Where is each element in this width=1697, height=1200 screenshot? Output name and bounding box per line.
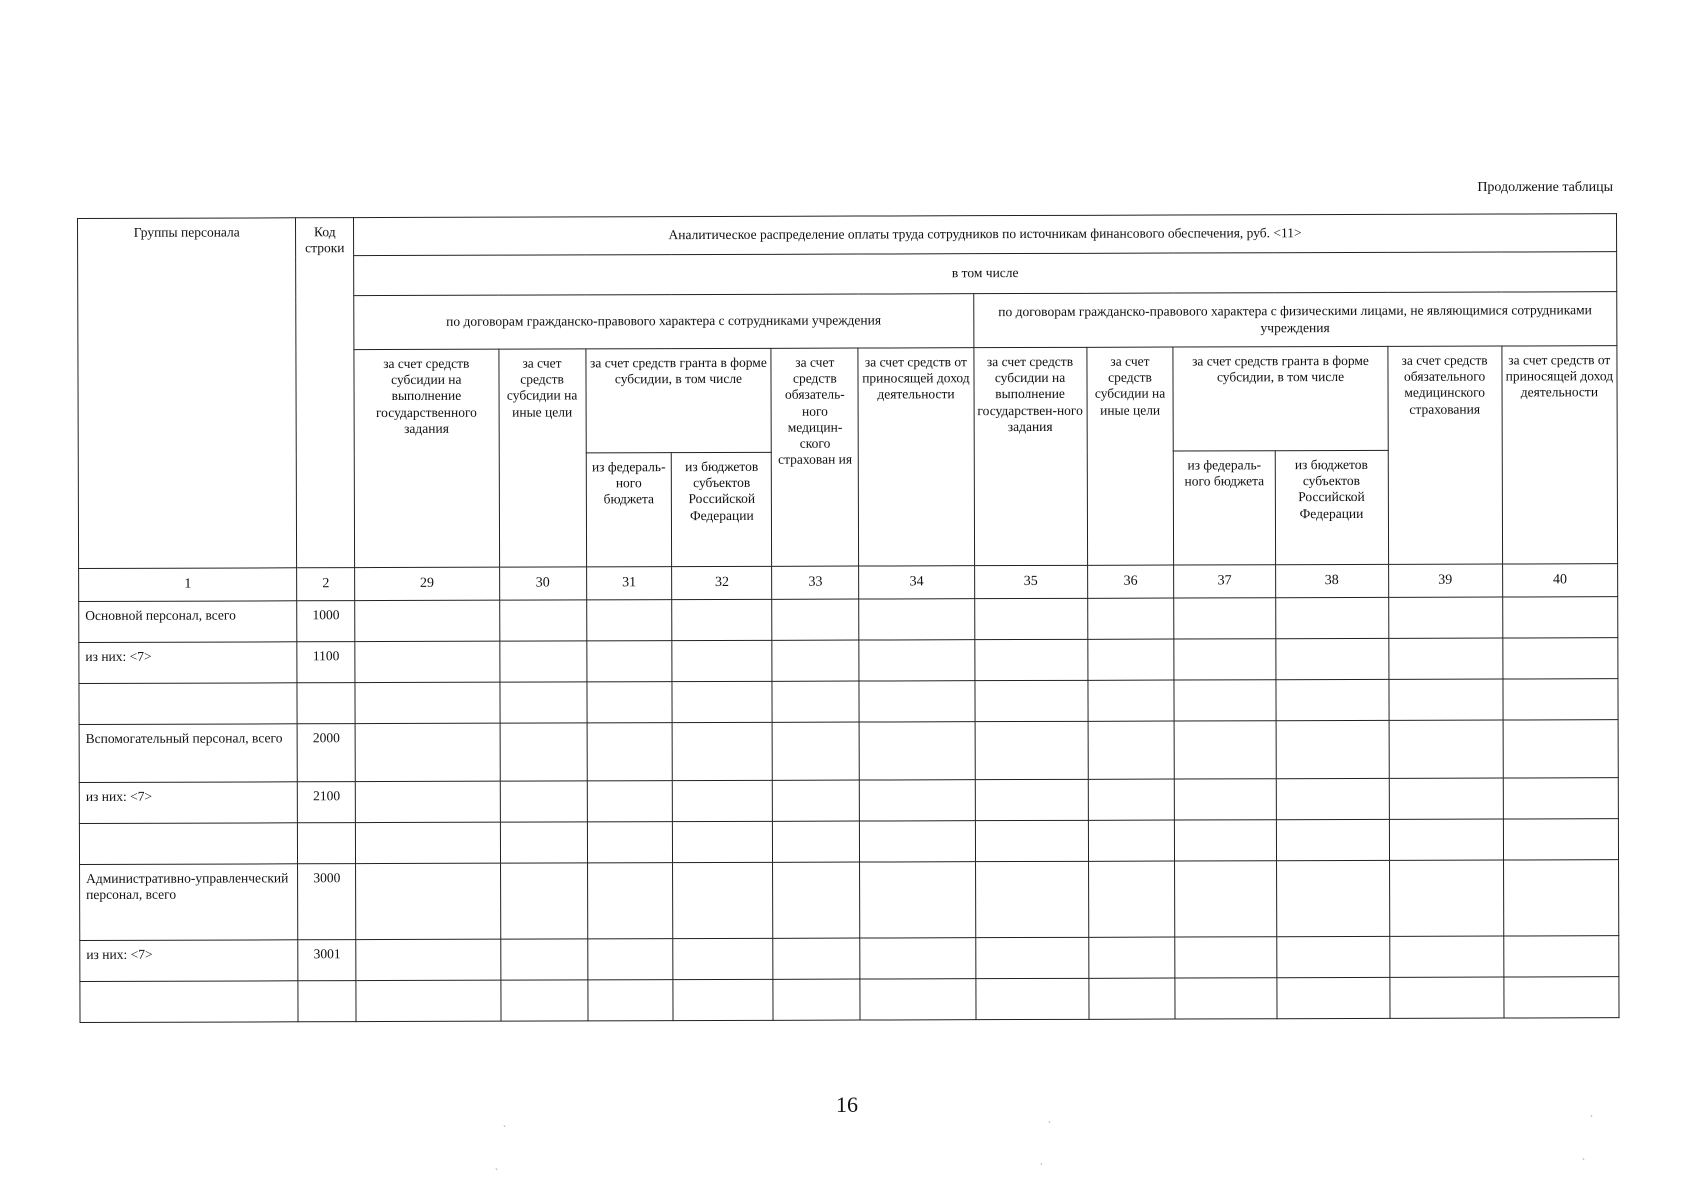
value-cell[interactable]	[1276, 819, 1389, 860]
value-cell[interactable]	[1175, 978, 1276, 1019]
header-a-subsidy-other: за счет средств субсидии на иные цели	[499, 349, 587, 567]
value-cell[interactable]	[500, 863, 587, 939]
value-cell[interactable]	[1276, 778, 1389, 819]
value-cell[interactable]	[673, 821, 773, 862]
value-cell[interactable]	[356, 980, 501, 1021]
scan-speck: ˏ	[495, 1160, 498, 1170]
value-cell[interactable]	[500, 939, 587, 980]
value-cell[interactable]	[1503, 778, 1618, 819]
value-cell[interactable]	[355, 600, 500, 641]
value-cell[interactable]	[673, 938, 773, 979]
value-cell[interactable]	[500, 980, 587, 1021]
value-cell[interactable]	[587, 863, 673, 939]
value-cell[interactable]	[860, 821, 975, 862]
column-number: 2	[297, 568, 355, 601]
value-cell[interactable]	[860, 780, 975, 821]
value-cell[interactable]	[975, 820, 1088, 861]
column-number: 37	[1174, 565, 1275, 598]
header-a-grant-regions: из бюджетов субъектов Российской Федерации	[672, 452, 772, 566]
value-cell[interactable]	[1503, 819, 1618, 860]
scan-speck: ˏ	[1590, 1107, 1593, 1117]
table-row	[80, 977, 1619, 1023]
row-label: Административно-управленческий персонал, всего	[80, 864, 299, 941]
row-label: Вспомогательный персонал, всего	[79, 724, 298, 783]
value-cell[interactable]	[975, 937, 1088, 978]
table-row	[79, 638, 1618, 684]
value-cell[interactable]	[772, 640, 859, 681]
value-cell[interactable]	[975, 861, 1088, 937]
column-number: 35	[974, 565, 1087, 598]
header-b-subsidy-task: за счет средств субсидии на выполнение государствен-ного задания	[973, 347, 1087, 565]
value-cell[interactable]	[1088, 978, 1175, 1019]
row-code	[298, 823, 356, 864]
value-cell[interactable]	[975, 978, 1088, 1019]
column-number: 1	[79, 568, 298, 602]
value-cell[interactable]	[673, 862, 773, 938]
value-cell[interactable]	[773, 862, 860, 938]
table-row	[79, 597, 1618, 643]
value-cell[interactable]	[772, 599, 859, 640]
value-cell[interactable]	[1175, 820, 1276, 861]
value-cell[interactable]	[1275, 597, 1388, 638]
value-cell[interactable]	[355, 781, 500, 822]
value-cell[interactable]	[356, 939, 501, 980]
row-label: из них: <7>	[80, 940, 299, 982]
table-row	[80, 860, 1619, 941]
row-code: 1000	[297, 601, 355, 642]
table-row	[79, 819, 1618, 865]
value-cell[interactable]	[1174, 598, 1275, 639]
header-including: в том числе	[354, 252, 1617, 296]
value-cell[interactable]	[860, 938, 975, 979]
value-cell[interactable]	[1389, 819, 1503, 860]
column-number: 30	[499, 567, 586, 600]
row-label	[79, 823, 298, 865]
value-cell[interactable]	[860, 862, 975, 938]
value-cell[interactable]	[974, 598, 1087, 639]
value-cell[interactable]	[1088, 937, 1175, 978]
value-cell[interactable]	[1276, 679, 1389, 720]
row-label: из них: <7>	[79, 642, 298, 684]
header-b-grant-federal: из федераль-ного бюджета	[1174, 451, 1275, 565]
value-cell[interactable]	[1503, 679, 1618, 720]
header-analytic-distribution: Аналитическое распределение оплаты труда сотрудников по источникам финансового обеспечения, руб. <11>	[354, 214, 1617, 256]
header-b-subsidy-other: за счет средств субсидии на иные цели	[1086, 347, 1174, 565]
value-cell[interactable]	[1388, 638, 1502, 679]
value-cell[interactable]	[1175, 721, 1276, 779]
value-cell[interactable]	[859, 640, 974, 681]
value-cell[interactable]	[1276, 936, 1389, 977]
value-cell[interactable]	[355, 822, 500, 863]
value-cell[interactable]	[1088, 861, 1175, 937]
column-number: 40	[1502, 564, 1617, 597]
header-b-income: за счет средств от приносящей доход деятельности	[1502, 346, 1618, 564]
column-number: 39	[1388, 564, 1502, 597]
column-number: 29	[355, 567, 500, 600]
value-cell[interactable]	[1503, 638, 1618, 679]
header-b-grant-regions: из бюджетов субъектов Российской Федерации	[1275, 450, 1388, 564]
table-row	[79, 720, 1618, 783]
value-cell[interactable]	[587, 939, 673, 980]
value-cell[interactable]	[974, 680, 1087, 721]
column-number: 32	[672, 566, 772, 599]
value-cell[interactable]	[499, 641, 586, 682]
value-cell[interactable]	[586, 600, 672, 641]
header-a-subsidy-task: за счет средств субсидии на выполнение государственного задания	[354, 349, 499, 567]
value-cell[interactable]	[673, 979, 773, 1020]
value-cell[interactable]	[672, 599, 772, 640]
value-cell[interactable]	[975, 721, 1088, 779]
header-a-grant-federal: из федераль-ного бюджета	[586, 453, 672, 567]
value-cell[interactable]	[1388, 597, 1502, 638]
value-cell[interactable]	[773, 938, 860, 979]
header-contracts-employees: по договорам гражданско-правового характера с сотрудниками учреждения	[354, 294, 974, 350]
table-row	[79, 679, 1618, 725]
value-cell[interactable]	[1389, 778, 1503, 819]
value-cell[interactable]	[974, 639, 1087, 680]
value-cell[interactable]	[587, 781, 673, 822]
header-a-oms: за счет средств обязатель-ного медицин-ского страхован ия	[771, 348, 859, 566]
value-cell[interactable]	[1389, 720, 1503, 778]
value-cell[interactable]	[499, 600, 586, 641]
row-code	[298, 981, 356, 1022]
value-cell[interactable]	[587, 980, 673, 1021]
value-cell[interactable]	[1088, 680, 1175, 721]
value-cell[interactable]	[500, 781, 587, 822]
header-groups: Группы персонала	[78, 218, 298, 569]
value-cell[interactable]	[1088, 779, 1175, 820]
value-cell[interactable]	[1174, 639, 1275, 680]
value-cell[interactable]	[1503, 936, 1618, 977]
row-label	[79, 683, 298, 725]
value-cell[interactable]	[1175, 937, 1276, 978]
value-cell[interactable]	[1504, 977, 1619, 1018]
value-cell[interactable]	[500, 682, 587, 723]
column-number: 38	[1275, 564, 1388, 597]
staff-pay-table	[77, 213, 1620, 1023]
value-cell[interactable]	[1502, 597, 1617, 638]
row-label: из них: <7>	[79, 782, 298, 824]
value-cell[interactable]	[1503, 720, 1618, 778]
value-cell[interactable]	[1175, 779, 1276, 820]
header-b-oms: за счет средств обязательного медицинского страхования	[1387, 346, 1502, 564]
table-row	[79, 778, 1618, 824]
value-cell[interactable]	[1174, 680, 1275, 721]
value-cell[interactable]	[859, 722, 974, 780]
value-cell[interactable]	[1389, 860, 1503, 936]
value-cell[interactable]	[773, 979, 860, 1020]
value-cell[interactable]	[586, 641, 672, 682]
value-cell[interactable]	[356, 863, 501, 939]
row-label	[80, 981, 299, 1023]
value-cell[interactable]	[1275, 638, 1388, 679]
table-body	[79, 597, 1619, 1023]
value-cell[interactable]	[500, 723, 587, 781]
value-cell[interactable]	[672, 722, 772, 780]
value-cell[interactable]	[1088, 721, 1175, 779]
value-cell[interactable]	[1175, 861, 1276, 937]
value-cell[interactable]	[1088, 820, 1175, 861]
value-cell[interactable]	[355, 682, 500, 723]
row-code: 2100	[298, 782, 356, 823]
column-number: 31	[586, 567, 672, 600]
value-cell[interactable]	[586, 682, 672, 723]
value-cell[interactable]	[772, 722, 859, 780]
column-numbers-row	[79, 564, 1618, 602]
column-number: 36	[1087, 565, 1174, 598]
scan-speck: ˎ	[1048, 1113, 1051, 1123]
table-row	[80, 936, 1619, 982]
value-cell[interactable]	[772, 681, 859, 722]
value-cell[interactable]	[355, 641, 500, 682]
value-cell[interactable]	[1389, 679, 1503, 720]
header-code: Код строки	[296, 218, 355, 568]
value-cell[interactable]	[975, 779, 1088, 820]
value-cell[interactable]	[672, 681, 772, 722]
column-number: 34	[859, 566, 974, 599]
value-cell[interactable]	[773, 780, 860, 821]
value-cell[interactable]	[1276, 860, 1389, 936]
value-cell[interactable]	[859, 599, 974, 640]
value-cell[interactable]	[672, 640, 772, 681]
row-code: 3001	[298, 940, 356, 981]
header-contracts-individuals: по договорам гражданско-правового характера с физическими лицами, не являющимися сотрудниками учреждения	[973, 292, 1617, 348]
value-cell[interactable]	[587, 822, 673, 863]
continuation-label: Продолжение таблицы	[1477, 180, 1613, 195]
scan-speck: ˏ	[1040, 1155, 1043, 1165]
page-number: 16	[836, 1092, 858, 1117]
row-label: Основной персонал, всего	[79, 601, 298, 643]
value-cell[interactable]	[1389, 977, 1503, 1018]
header-a-grant: за счет средств гранта в форме субсидии, в том числе	[585, 348, 771, 453]
value-cell[interactable]	[500, 822, 587, 863]
value-cell[interactable]	[673, 780, 773, 821]
value-cell[interactable]	[1389, 936, 1503, 977]
value-cell[interactable]	[773, 821, 860, 862]
value-cell[interactable]	[587, 723, 673, 781]
column-number: 33	[772, 566, 859, 599]
value-cell[interactable]	[1087, 639, 1174, 680]
row-code: 3000	[298, 864, 356, 940]
scan-speck: ˏ	[503, 1117, 506, 1127]
row-code: 2000	[298, 724, 356, 782]
value-cell[interactable]	[1276, 977, 1389, 1018]
row-code	[297, 683, 355, 724]
value-cell[interactable]	[1276, 720, 1389, 778]
row-code: 1100	[297, 642, 355, 683]
scan-speck: ˎ	[1582, 1150, 1585, 1160]
value-cell[interactable]	[1503, 860, 1619, 936]
value-cell[interactable]	[1087, 598, 1174, 639]
value-cell[interactable]	[859, 681, 974, 722]
header-a-income: за счет средств от приносящей доход деятельности	[858, 348, 974, 566]
header-b-grant: за счет средств гранта в форме субсидии, в том числе	[1173, 346, 1387, 451]
value-cell[interactable]	[860, 979, 975, 1020]
value-cell[interactable]	[355, 723, 500, 781]
